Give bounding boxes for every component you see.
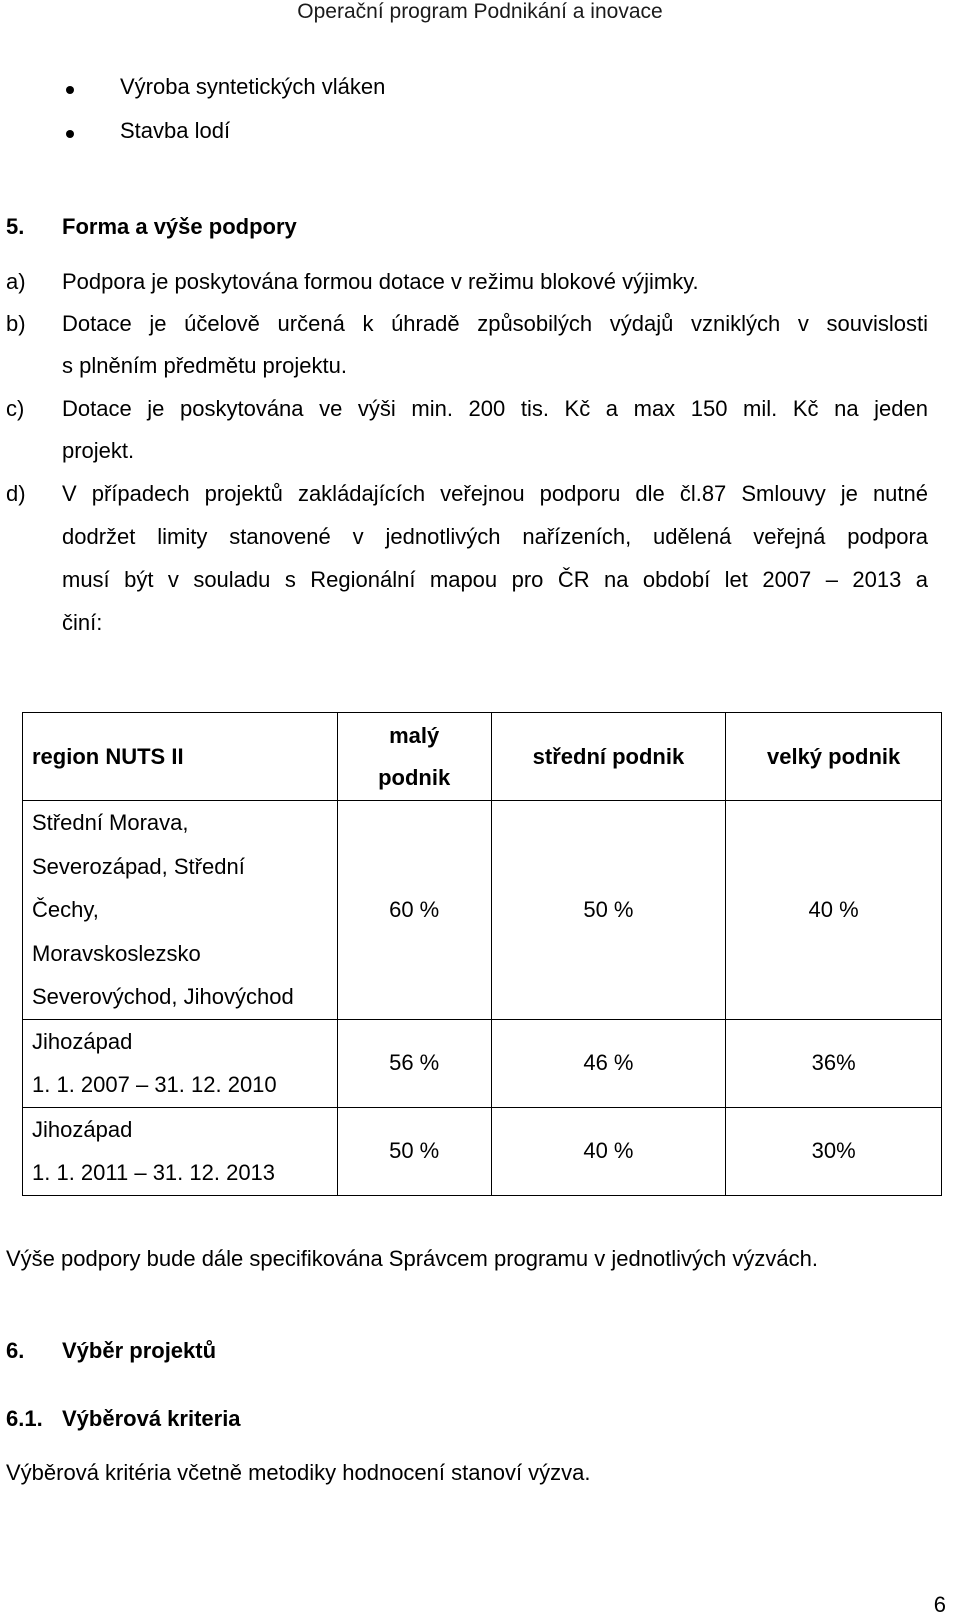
header-region: region NUTS II: [23, 713, 338, 801]
cell-small: 56 %: [337, 1019, 491, 1107]
row-label-line: Čechy,: [32, 897, 99, 922]
cell-large: 40 %: [726, 801, 942, 1020]
page-number: 6: [933, 1592, 946, 1617]
list-item-text: s plněním předmětu projektu.: [62, 353, 347, 378]
row-label-line: Moravskoslezsko: [32, 940, 201, 966]
list-item-text: Podpora je poskytována formou dotace v režimu blokové výjimky.: [62, 269, 699, 294]
cell-medium: 50 %: [491, 801, 726, 1020]
cell-medium: 46 %: [491, 1019, 726, 1107]
list-item-text: Dotace je účelově určená k úhradě způsobilých výdajů vzniklých v souvislosti: [62, 311, 928, 336]
list-marker: c): [6, 396, 25, 421]
cell-large: 36%: [726, 1019, 942, 1107]
table-row: [23, 801, 942, 1020]
paragraph: Výběrová kritéria včetně metodiky hodnocení stanoví výzva.: [6, 1460, 591, 1485]
table-row: [23, 1019, 942, 1107]
row-label: [23, 801, 338, 1020]
row-label-line: Jihozápad: [32, 1028, 133, 1054]
row-label-line: Jihozápad: [32, 1116, 133, 1142]
support-rates-table: [22, 712, 942, 1196]
list-marker: d): [6, 481, 26, 506]
section-title: Výběr projektů: [62, 1338, 217, 1363]
list-item-text: činí:: [62, 610, 103, 635]
cell-small: 60 %: [337, 801, 491, 1020]
list-marker: a): [6, 269, 26, 294]
table-row: [23, 1107, 942, 1195]
list-marker: b): [6, 311, 26, 336]
header-medium-enterprise: střední podnik: [491, 713, 726, 801]
bullet-dot: [66, 130, 74, 138]
row-label-line: Střední Morava,: [32, 810, 189, 835]
header-small-line: malý: [389, 722, 440, 748]
section-number: 5.: [6, 214, 25, 239]
bullet-item: Výroba syntetických vláken: [120, 74, 386, 99]
list-item-text: dodržet limity stanovené v jednotlivých nařízeních, udělená veřejná podpora: [62, 524, 928, 549]
bullet-item: Stavba lodí: [120, 118, 231, 143]
section-title: Forma a výše podpory: [62, 214, 297, 239]
row-label: [23, 1019, 338, 1107]
row-label-line: 1. 1. 2007 – 31. 12. 2010: [32, 1072, 277, 1097]
cell-large: 30%: [726, 1107, 942, 1195]
cell-medium: 40 %: [491, 1107, 726, 1195]
paragraph: Výše podpory bude dále specifikována Správcem programu v jednotlivých výzvách.: [6, 1246, 818, 1271]
list-item-text: projekt.: [62, 438, 135, 463]
section-number: 6.: [6, 1338, 25, 1363]
row-label-line: 1. 1. 2011 – 31. 12. 2013: [32, 1160, 276, 1185]
row-label: [23, 1107, 338, 1195]
row-label-line: Severovýchod, Jihovýchod: [32, 984, 294, 1009]
list-item-text: Dotace je poskytována ve výši min. 200 tis. Kč a max 150 mil. Kč na jeden: [62, 396, 928, 421]
bullet-dot: [66, 86, 74, 94]
list-item-text: V případech projektů zakládajících veřejnou podporu dle čl.87 Smlouvy je nutné: [62, 481, 928, 506]
row-label-line: Severozápad, Střední: [32, 853, 245, 879]
cell-small: 50 %: [337, 1107, 491, 1195]
subsection-title: Výběrová kriteria: [62, 1406, 241, 1431]
header-small-enterprise: [337, 713, 491, 801]
list-item-text: musí být v souladu s Regionální mapou pro ČR na období let 2007 – 2013 a: [62, 567, 928, 592]
running-header: Operační program Podnikání a inovace: [297, 0, 663, 23]
table-header-row: [23, 713, 942, 801]
header-small-line: podnik: [378, 764, 451, 790]
header-large-enterprise: velký podnik: [726, 713, 942, 801]
subsection-number: 6.1.: [6, 1406, 43, 1431]
